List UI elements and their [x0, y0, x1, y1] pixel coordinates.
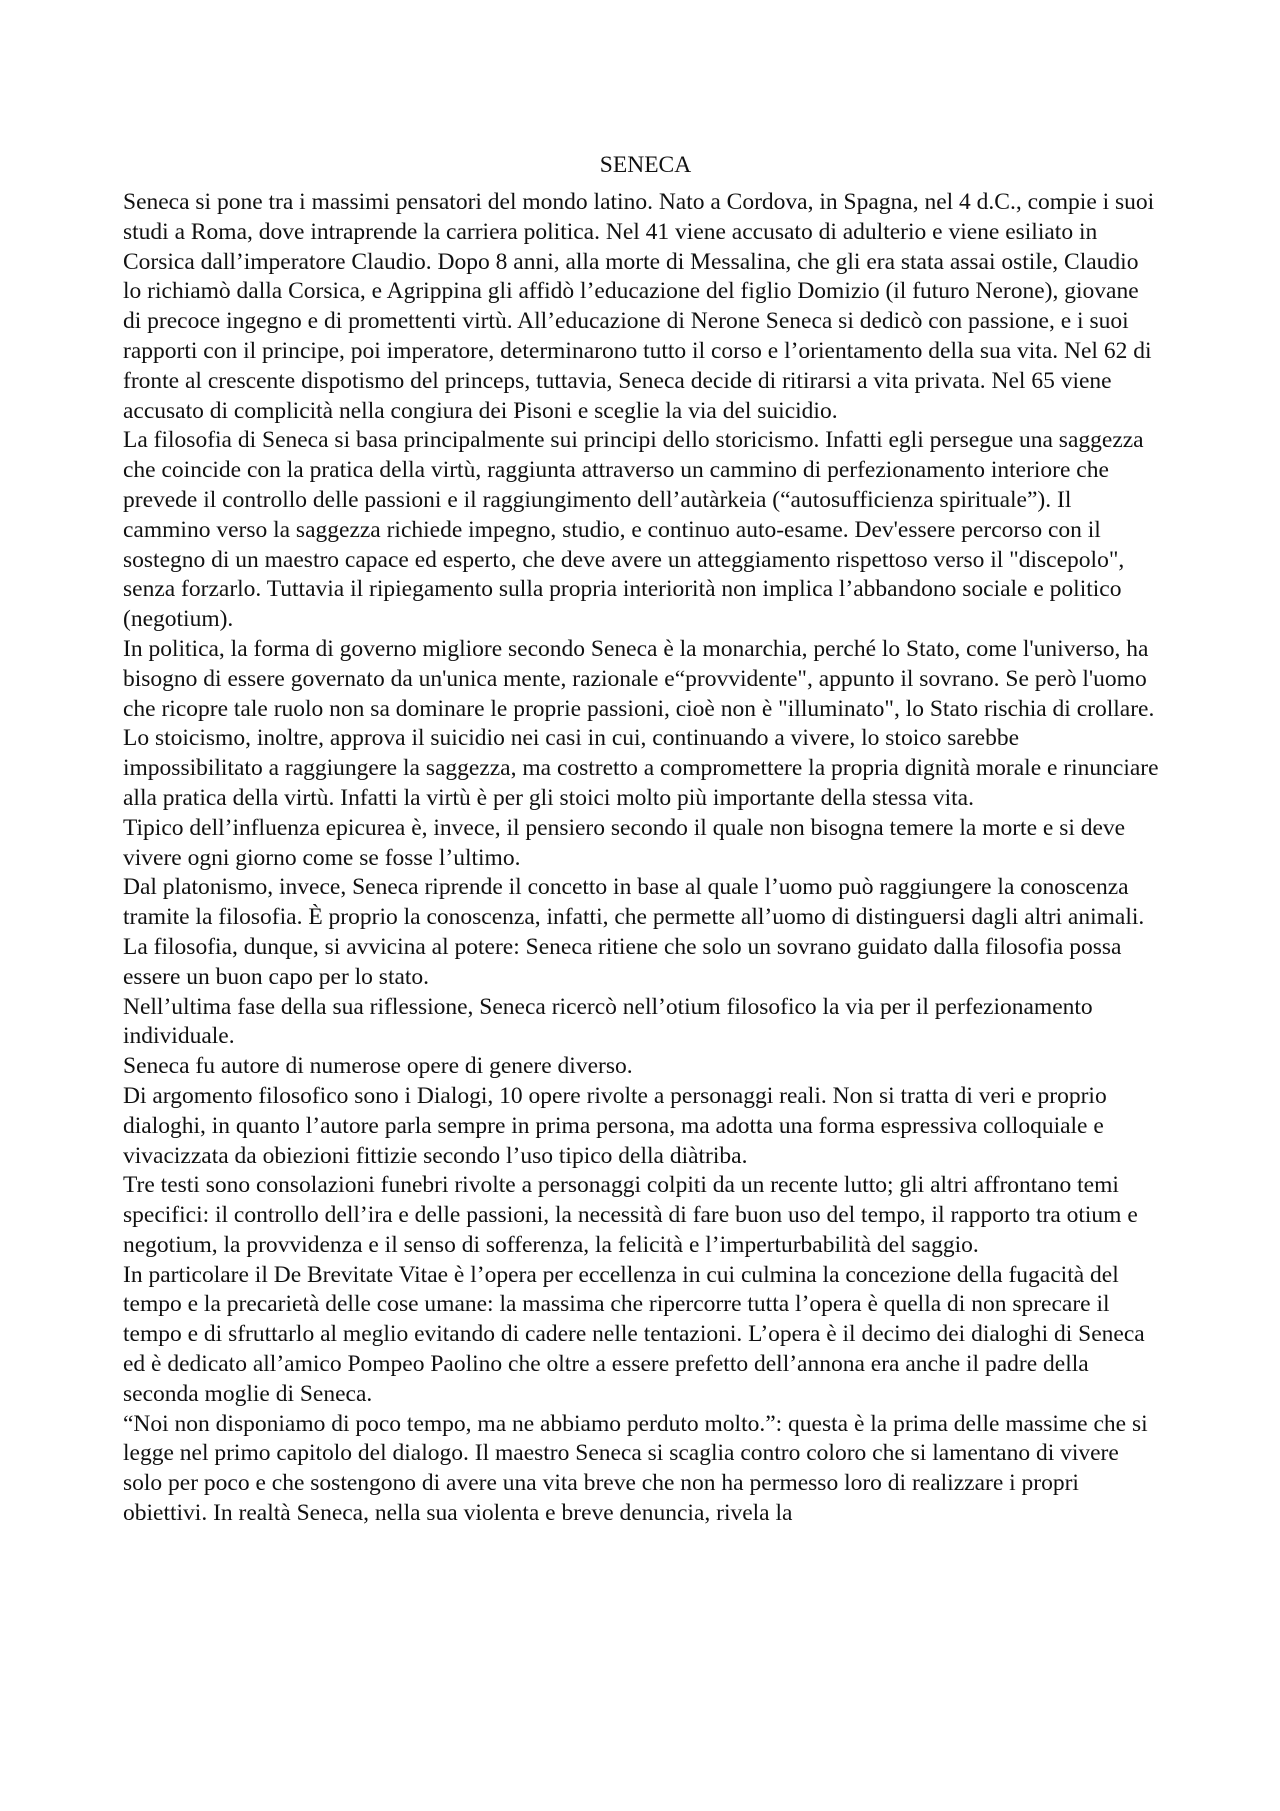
paragraph-stoicism-suicide: Lo stoicismo, inoltre, approva il suicidio nei casi in cui, continuando a vivere, lo stoico sarebbe impossibilitato a raggiungere la saggezza, ma costretto a compromettere la propria dignità morale e rinunciare alla pratica della virtù. Infatti la virtù è per gli stoici molto più importante della stessa vita. — [123, 725, 1159, 811]
paragraph-philosophy: La filosofia di Seneca si basa principalmente sui principi dello storicismo. Infatti egli persegue una saggezza che coincide con la pratica della virtù, raggiunta attraverso un cammino di perfezionamento interiore che prevede il controllo delle passioni e il raggiungimento dell’autàrkeia (“autosufficienza spirituale”). Il cammino verso la saggezza richiede impegno, studio, e continuo auto-esame. Dev'essere percorso con il sostegno di un maestro capace ed esperto, che deve avere un atteggiamento rispettoso verso il "discepolo", senza forzarlo. Tuttavia il ripiegamento sulla propria interiorità non implica l’abbandono sociale e politico (negotium). — [123, 427, 1144, 633]
paragraph-philosophy-power: La filosofia, dunque, si avvicina al potere: Seneca ritiene che solo un sovrano guidato dalla filosofia possa essere un buon capo per lo stato. — [123, 933, 1122, 990]
paragraph-works-intro: Seneca fu autore di numerose opere di genere diverso. — [123, 1053, 633, 1080]
paragraph-dialogi: Di argomento filosofico sono i Dialogi, 10 opere rivolte a personaggi reali. Non si tratta di veri e proprio dialoghi, in quanto l’autore parla sempre in prima persona, ma adotta una forma espressiva colloquiale e vivacizzata da obiezioni fittizie secondo l’uso tipico della diàtriba. — [123, 1082, 1107, 1169]
paragraph-politics: In politica, la forma di governo migliore secondo Seneca è la monarchia, perché lo Stato, come l'universo, ha bisogno di essere governato da un'unica mente, razionale e“provvidente", appunto il sovrano. Se però l'uomo che ricopre tale ruolo non sa dominare le proprie passioni, cioè non è "illuminato", lo Stato rischia di crollare. — [123, 635, 1155, 722]
paragraph-otium: Nell’ultima fase della sua riflessione, Seneca ricercò nell’otium filosofico la via per il perfezionamento individuale. — [123, 993, 1093, 1050]
paragraph-first-maxim: “Noi non disponiamo di poco tempo, ma ne abbiamo perduto molto.”: questa è la prima delle massime che si legge nel primo capitolo del dialogo. Il maestro Seneca si scaglia contro coloro che si lamentano di vivere solo per poco e che sostengono di avere una vita breve che non ha permesso loro di realizzare i propri obiettivi. In realtà Seneca, nella sua violenta e breve denuncia, rivela la — [123, 1410, 1148, 1527]
document-body — [123, 188, 1160, 1529]
paragraph-epicurean-influence: Tipico dell’influenza epicurea è, invece, il pensiero secondo il quale non bisogna temere la morte e si deve vivere ogni giorno come se fosse l’ultimo. — [123, 814, 1126, 871]
paragraph-consolationes: Tre testi sono consolazioni funebri rivolte a personaggi colpiti da un recente lutto; gli altri affrontano temi specifici: il controllo dell’ira e delle passioni, la necessità di fare buon uso del tempo, il rapporto tra otium e negotium, la provvidenza e il senso di sofferenza, la felicità e l’imperturbabilità del saggio. — [123, 1172, 1138, 1258]
document-title: SENECA — [599, 152, 692, 178]
paragraph-platonism: Dal platonismo, invece, Seneca riprende il concetto in base al quale l’uomo può raggiungere la conoscenza tramite la filosofia. È proprio la conoscenza, infatti, che permette all’uomo di distinguersi dagli altri animali. — [123, 874, 1145, 931]
paragraph-de-brevitate-vitae: In particolare il De Brevitate Vitae è l’opera per eccellenza in cui culmina la concezione della fugacità del tempo e la precarietà delle cose umane: la massima che ripercorre tutta l’opera è quella di non sprecare il tempo e di sfruttarlo al meglio evitando di cadere nelle tentazioni. L’opera è il decimo dei dialoghi di Seneca ed è dedicato all’amico Pompeo Paolino che oltre a essere prefetto dell’annona era anche il padre della seconda moglie di Seneca. — [123, 1261, 1145, 1407]
paragraph-biography: Seneca si pone tra i massimi pensatori del mondo latino. Nato a Cordova, in Spagna, nel 4 d.C., compie i suoi studi a Roma, dove intraprende la carriera politica. Nel 41 viene accusato di adulterio e viene esiliato in Corsica dall’imperatore Claudio. Dopo 8 anni, alla morte di Messalina, che gli era stata assai ostile, Claudio lo richiamò dalla Corsica, e Agrippina gli affidò l’educazione del figlio Domizio (il futuro Nerone), giovane di precoce ingegno e di promettenti virtù. All’educazione di Nerone Seneca si dedicò con passione, e i suoi rapporti con il principe, poi imperatore, determinarono tutto il corso e l’orientamento della sua vita. Nel 62 di fronte al crescente dispotismo del princeps, tuttavia, Seneca decide di ritirarsi a vita privata. Nel 65 viene accusato di complicità nella congiura dei Pisoni e sceglie la via del suicidio. — [123, 189, 1155, 424]
